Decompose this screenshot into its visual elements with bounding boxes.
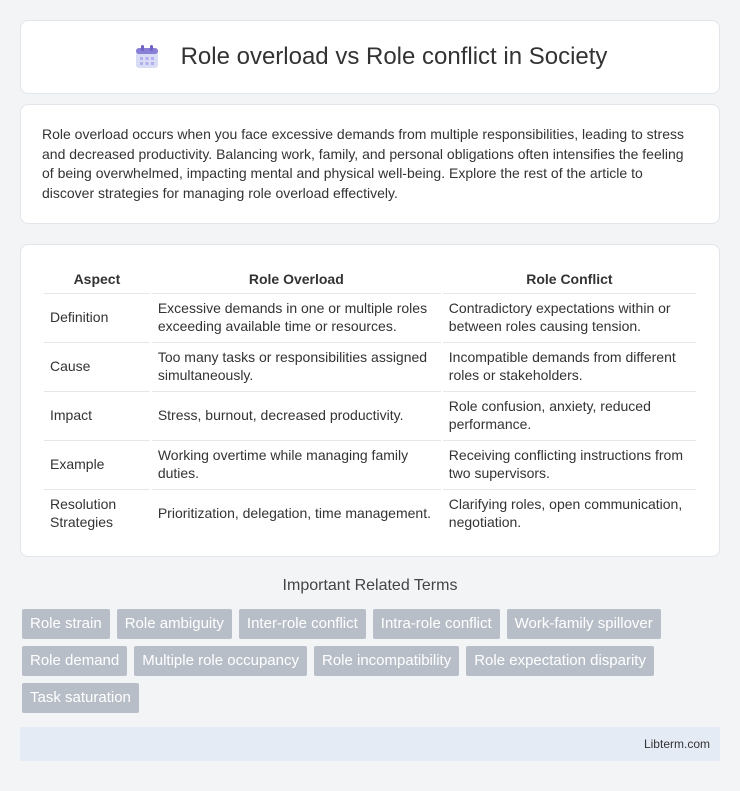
calendar-icon xyxy=(133,43,161,71)
related-terms-list xyxy=(22,609,722,713)
related-term-tag[interactable]: Inter-role conflict xyxy=(239,609,366,639)
table-cell: Prioritization, delegation, time management. xyxy=(152,489,441,536)
table-cell: Definition xyxy=(44,293,150,340)
column-header-aspect: Aspect xyxy=(73,271,121,287)
comparison-card xyxy=(20,244,720,557)
table-cell: Excessive demands in one or multiple roles exceeding available time or resources. xyxy=(152,293,441,340)
table-cell: Incompatible demands from different roles or stakeholders. xyxy=(443,342,696,389)
table-cell: Clarifying roles, open communication, negotiation. xyxy=(443,489,696,536)
table-row xyxy=(44,391,696,438)
related-term-tag[interactable]: Work-family spillover xyxy=(507,609,661,639)
table-cell: Receiving conflicting instructions from two supervisors. xyxy=(443,440,696,487)
table-cell: Stress, burnout, decreased productivity. xyxy=(152,391,441,438)
table-row xyxy=(44,342,696,389)
related-terms-title: Important Related Terms xyxy=(282,577,458,594)
related-term-tag[interactable]: Role incompatibility xyxy=(314,646,459,676)
intro-card xyxy=(20,104,720,224)
comparison-table xyxy=(42,265,698,538)
table-cell: Resolution Strategies xyxy=(44,489,150,536)
related-term-tag[interactable]: Role demand xyxy=(22,646,127,676)
related-term-tag[interactable]: Intra-role conflict xyxy=(373,609,500,639)
related-term-tag[interactable]: Role expectation disparity xyxy=(466,646,654,676)
table-row xyxy=(44,489,696,536)
column-header-role-conflict: Role Conflict xyxy=(526,271,613,287)
table-cell: Role confusion, anxiety, reduced performance. xyxy=(443,391,696,438)
table-cell: Contradictory expectations within or between roles causing tension. xyxy=(443,293,696,340)
related-term-tag[interactable]: Role ambiguity xyxy=(117,609,232,639)
table-cell: Example xyxy=(44,440,150,487)
table-cell: Impact xyxy=(44,391,150,438)
related-term-tag[interactable]: Multiple role occupancy xyxy=(134,646,307,676)
header-card xyxy=(20,20,720,94)
table-cell: Too many tasks or responsibilities assigned simultaneously. xyxy=(152,342,441,389)
table-cell: Cause xyxy=(44,342,150,389)
intro-text: Role overload occurs when you face excessive demands from multiple responsibilities, leading to stress and decreased productivity. Balancing work, family, and personal obligations often intensifies the feeling of being overwhelmed, impacting mental and physical well-being. Explore the rest of the article to discover strategies for managing role overload effectively. xyxy=(42,126,684,201)
footer xyxy=(20,727,720,761)
related-term-tag[interactable]: Task saturation xyxy=(22,683,139,713)
table-row xyxy=(44,293,696,340)
footer-site-link[interactable]: Libterm.com xyxy=(643,737,710,751)
table-header-row xyxy=(44,267,696,291)
table-row xyxy=(44,440,696,487)
page-title: Role overload vs Role conflict in Society xyxy=(180,43,608,70)
column-header-role-overload: Role Overload xyxy=(248,271,344,287)
related-term-tag[interactable]: Role strain xyxy=(22,609,110,639)
table-cell: Working overtime while managing family duties. xyxy=(152,440,441,487)
